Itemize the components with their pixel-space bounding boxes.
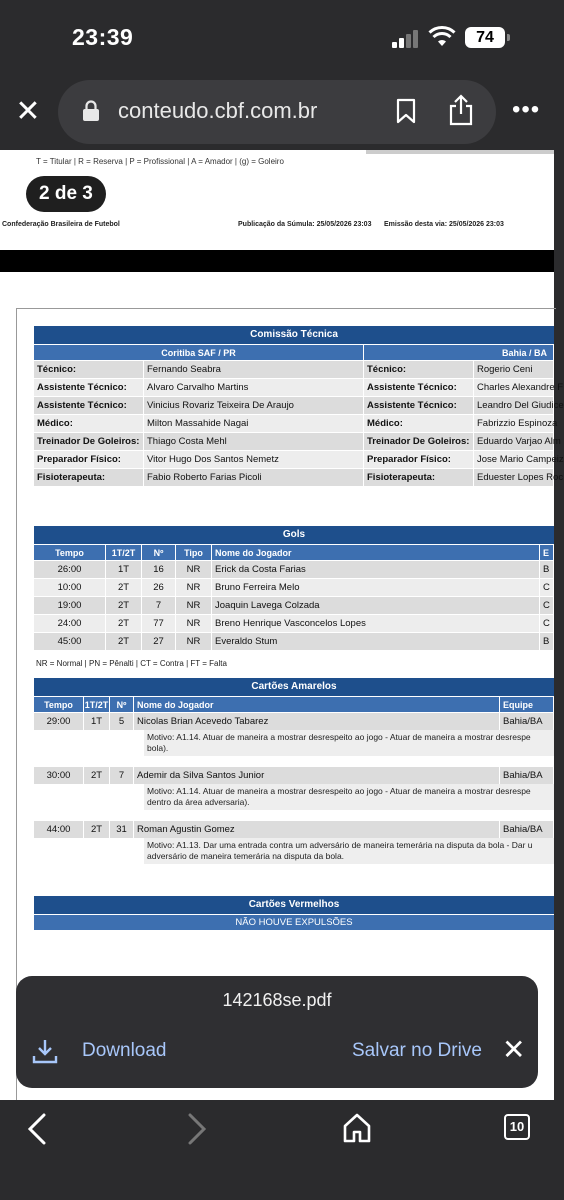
pdf-viewer[interactable] <box>0 150 564 1100</box>
home-staff-name: Alvaro Carvalho Martins <box>144 379 364 396</box>
gols-cell: 27 <box>142 633 176 650</box>
gols-cell: 26 <box>142 579 176 596</box>
comissao-row <box>34 360 554 378</box>
gols-cell: 77 <box>142 615 176 632</box>
table-row <box>34 614 554 632</box>
gols-cell: 45:00 <box>34 633 106 650</box>
comissao-row <box>34 414 558 432</box>
home-staff-name: Vitor Hugo Dos Santos Nemetz <box>144 451 364 468</box>
gols-cell: 19:00 <box>34 597 106 614</box>
staff-role: Assistente Técnico: <box>364 397 474 414</box>
comissao-row <box>34 396 564 414</box>
home-icon[interactable] <box>342 1112 372 1144</box>
url-bar[interactable] <box>58 80 496 144</box>
staff-role: Assistente Técnico: <box>34 397 144 414</box>
status-bar <box>0 0 554 70</box>
gols-cell: Breno Henrique Vasconcelos Lopes <box>212 615 540 632</box>
yellow-card-entry <box>34 820 554 864</box>
bottom-navigation <box>0 1100 554 1200</box>
home-staff-name: Fabio Roberto Farias Picoli <box>144 469 364 486</box>
amarelos-header-cell: Nº <box>110 697 134 712</box>
gols-cell: NR <box>176 579 212 596</box>
gols-cell: 24:00 <box>34 615 106 632</box>
home-staff-name: Thiago Costa Mehl <box>144 433 364 450</box>
amarelos-header-cell: Nome do Jogador <box>134 697 500 712</box>
gols-cell: 26:00 <box>34 561 106 578</box>
staff-role: Preparador Físico: <box>364 451 474 468</box>
table-row <box>34 712 554 730</box>
away-staff-name: Fabrizzio Espinoza <box>474 415 554 432</box>
staff-role: Treinador De Goleiros: <box>34 433 144 450</box>
yellow-card-num: 5 <box>110 713 134 730</box>
more-options-icon[interactable]: ••• <box>512 96 541 123</box>
gols-cell: C <box>540 579 554 596</box>
home-staff-name: Fernando Seabra <box>144 361 364 378</box>
page-indicator: 2 de 3 <box>26 176 106 212</box>
yellow-card-periodo: 2T <box>84 821 110 838</box>
lock-icon <box>82 100 100 122</box>
gols-cell: B <box>540 561 554 578</box>
amarelos-header-cell: Equipe <box>500 697 554 712</box>
yellow-card-nome: Ademir da Silva Santos Junior <box>134 767 500 784</box>
yellow-card-equipe: Bahia/BA <box>500 821 554 838</box>
amarelos-title: Cartões Amarelos <box>34 678 554 696</box>
home-staff-name: Milton Massahide Nagai <box>144 415 364 432</box>
gols-legend: NR = Normal | PN = Pênalti | CT = Contra | FT = Falta <box>36 659 227 668</box>
battery-indicator: 74 <box>465 27 505 48</box>
amarelos-header-cell: Tempo <box>34 697 84 712</box>
gols-cell: C <box>540 615 554 632</box>
yellow-card-tempo: 44:00 <box>34 821 84 838</box>
gols-title: Gols <box>34 526 554 544</box>
home-staff-name: Vinicius Rovariz Teixeira De Araujo <box>144 397 364 414</box>
yellow-card-reason: Motivo: A1.13. Dar uma entrada contra um adversário de maneira temerária na disputa da bola - Dar u adversário de maneira temerária na disputa da bola. <box>144 838 554 864</box>
player-legend: T = Titular | R = Reserva | P = Profissional | A = Amador | (g) = Goleiro <box>36 157 284 166</box>
gols-cell: Bruno Ferreira Melo <box>212 579 540 596</box>
gols-cell: NR <box>176 615 212 632</box>
staff-role: Assistente Técnico: <box>364 379 474 396</box>
gols-cell: Joaquin Lavega Colzada <box>212 597 540 614</box>
gols-cell: C <box>540 597 554 614</box>
table-row <box>34 820 554 838</box>
home-team-name: Coritiba SAF / PR <box>34 345 364 360</box>
close-tab-icon[interactable]: ✕ <box>15 95 41 128</box>
gols-header-cell: E <box>540 545 554 560</box>
no-expulsions: NÃO HOUVE EXPULSÕES <box>34 914 554 930</box>
gols-header-cell: Tipo <box>176 545 212 560</box>
pdf-page-1 <box>0 150 554 250</box>
comissao-row <box>34 378 564 396</box>
gols-cell: 10:00 <box>34 579 106 596</box>
gols-cell: 16 <box>142 561 176 578</box>
gols-cell: 1T <box>106 561 142 578</box>
gols-cell: 7 <box>142 597 176 614</box>
footer-publication: Publicação da Súmula: 25/05/2026 23:03 <box>238 221 372 228</box>
comissao-title: Comissão Técnica <box>34 326 554 344</box>
status-time: 23:39 <box>72 24 134 50</box>
yellow-card-tempo: 30:00 <box>34 767 84 784</box>
yellow-card-entry <box>34 766 554 810</box>
table-row <box>34 560 554 578</box>
away-staff-name: Charles Alexandre F <box>474 379 554 396</box>
cartoes-amarelos-table <box>34 678 554 874</box>
yellow-card-nome: Roman Agustin Gomez <box>134 821 500 838</box>
browser-toolbar <box>0 70 554 150</box>
gols-cell: NR <box>176 633 212 650</box>
staff-role: Preparador Físico: <box>34 451 144 468</box>
yellow-card-periodo: 1T <box>84 713 110 730</box>
table-row <box>34 632 554 650</box>
staff-role: Fisioterapeuta: <box>34 469 144 486</box>
staff-role: Médico: <box>34 415 144 432</box>
staff-role: Médico: <box>364 415 474 432</box>
amarelos-header-cell: 1T/2T <box>84 697 110 712</box>
yellow-card-equipe: Bahia/BA <box>500 713 554 730</box>
table-row <box>34 578 554 596</box>
gols-cell: NR <box>176 561 212 578</box>
away-staff-name: Eduester Lopes Roc <box>474 469 554 486</box>
away-staff-name: Eduardo Varjao Alm <box>474 433 554 450</box>
signal-icon <box>392 30 422 48</box>
gols-cell: 2T <box>106 633 142 650</box>
comissao-row <box>34 468 564 486</box>
gols-header-cell: Nome do Jogador <box>212 545 540 560</box>
download-filename: 142168se.pdf <box>222 990 332 1010</box>
close-icon[interactable]: ✕ <box>502 1034 526 1065</box>
gols-cell: 2T <box>106 579 142 596</box>
staff-role: Assistente Técnico: <box>34 379 144 396</box>
comissao-row <box>34 432 561 450</box>
gols-cell: Erick da Costa Farias <box>212 561 540 578</box>
away-staff-name: Jose Mario Campeiz <box>474 451 554 468</box>
yellow-card-nome: Nicolas Brian Acevedo Tabarez <box>134 713 500 730</box>
staff-role: Técnico: <box>34 361 144 378</box>
gols-cell: 2T <box>106 615 142 632</box>
share-icon[interactable] <box>448 94 474 126</box>
away-team-name: Bahia / BA <box>364 345 554 360</box>
forward-icon[interactable] <box>182 1112 212 1146</box>
comissao-tecnica-table <box>34 326 564 486</box>
gols-cell: 2T <box>106 597 142 614</box>
cartoes-vermelhos-table <box>34 896 554 930</box>
table-row <box>34 596 554 614</box>
vermelhos-title: Cartões Vermelhos <box>34 896 554 914</box>
gols-cell: B <box>540 633 554 650</box>
gols-header-cell: 1T/2T <box>106 545 142 560</box>
download-icon[interactable] <box>32 1038 58 1064</box>
table-row <box>34 766 554 784</box>
gols-cell: NR <box>176 597 212 614</box>
back-icon[interactable] <box>22 1112 52 1146</box>
yellow-card-tempo: 29:00 <box>34 713 84 730</box>
yellow-card-equipe: Bahia/BA <box>500 767 554 784</box>
yellow-card-num: 7 <box>110 767 134 784</box>
bookmark-icon[interactable] <box>396 98 416 124</box>
save-to-drive-button[interactable]: Salvar no Drive <box>352 1040 482 1061</box>
footer-org: Confederação Brasileira de Futebol <box>2 221 120 228</box>
wifi-icon <box>428 26 456 48</box>
gols-header-cell: Nº <box>142 545 176 560</box>
download-button[interactable]: Download <box>82 1040 167 1061</box>
staff-role: Treinador De Goleiros: <box>364 433 474 450</box>
gols-table <box>34 526 554 650</box>
staff-role: Fisioterapeuta: <box>364 469 474 486</box>
away-staff-name: Leandro Del Giudice <box>474 397 554 414</box>
gols-cell: Everaldo Stum <box>212 633 540 650</box>
footer-emission: Emissão desta via: 25/05/2026 23:03 <box>384 221 504 228</box>
url-text: conteudo.cbf.com.br <box>118 98 318 123</box>
yellow-card-reason: Motivo: A1.14. Atuar de maneira a mostrar desrespeito ao jogo - Atuar de maneira a mostrar desrespe bola). <box>144 730 554 756</box>
download-toast <box>16 976 538 1088</box>
yellow-card-num: 31 <box>110 821 134 838</box>
staff-role: Técnico: <box>364 361 474 378</box>
gols-header-cell: Tempo <box>34 545 106 560</box>
comissao-row <box>34 450 564 468</box>
yellow-card-periodo: 2T <box>84 767 110 784</box>
yellow-card-entry <box>34 712 554 756</box>
away-staff-name: Rogerio Ceni <box>474 361 554 378</box>
tab-switcher-button[interactable]: 10 <box>504 1114 530 1140</box>
yellow-card-reason: Motivo: A1.14. Atuar de maneira a mostrar desrespeito ao jogo - Atuar de maneira a mostrar desrespe dentro da área adversaria). <box>144 784 554 810</box>
